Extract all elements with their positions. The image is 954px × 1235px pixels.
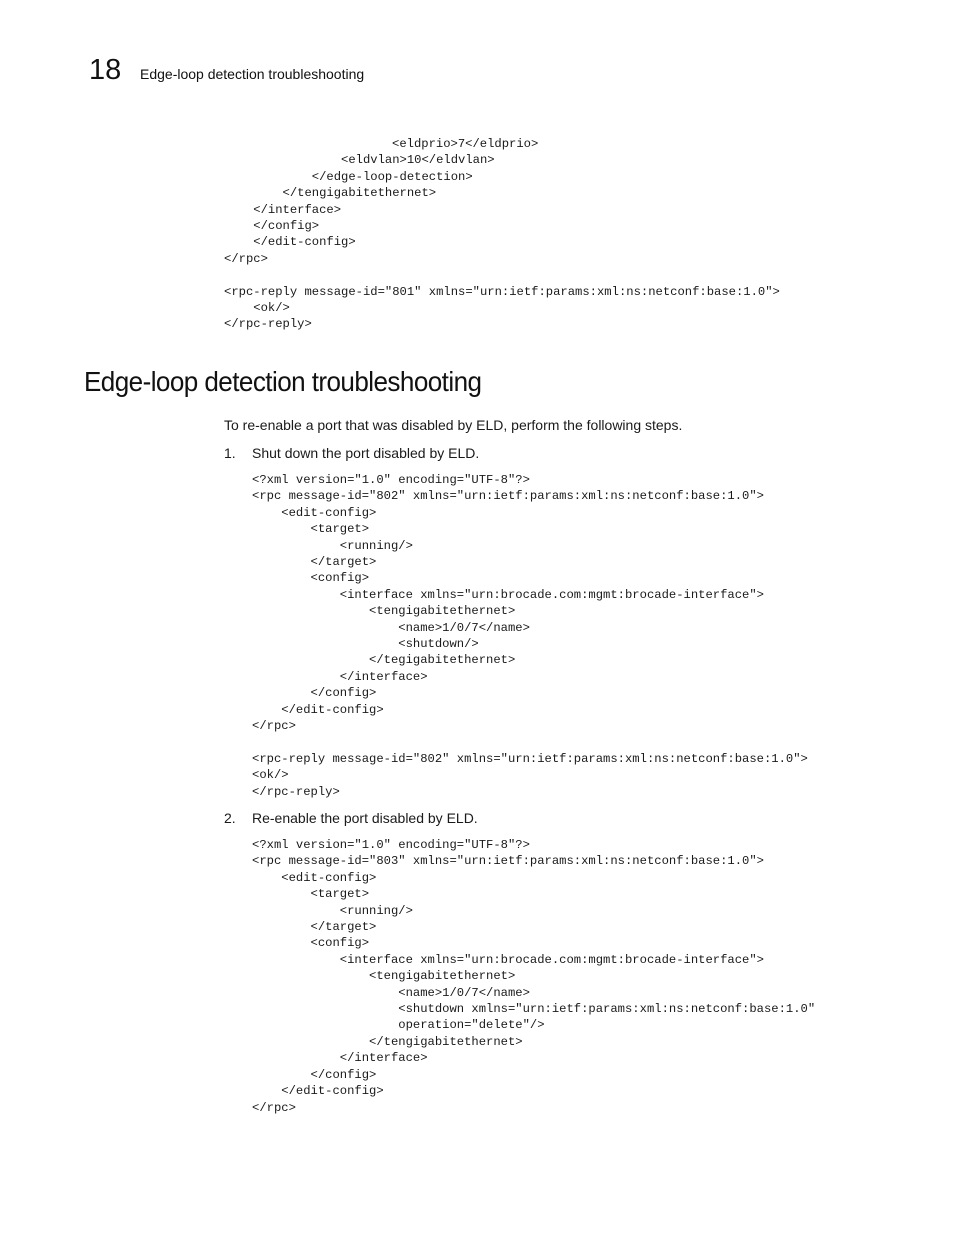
step-text: Re-enable the port disabled by ELD. xyxy=(252,810,478,826)
chapter-number: 18 xyxy=(89,54,122,86)
code-block-step-2: <?xml version="1.0" encoding="UTF-8"?> <rpc message-id="803" xmlns="urn:ietf:params:xml:ns:netconf:base:1.0"> <edit-config> <target> <running/> </target> <config> <interface xmlns="urn:brocade.com:mgmt:brocade-interface"> <tengigabitethernet> <name>1/0/7</name> <shutdown xmlns="urn:ietf:params:xml:ns:netconf:base:1.0" operation="delete"/> </tengigabitethernet> </interface> </config> </edit-config> </rpc> xyxy=(252,838,816,1115)
step-1 xyxy=(224,444,479,462)
section-intro: To re-enable a port that was disabled by ELD, perform the following steps. xyxy=(224,417,683,433)
step-2 xyxy=(224,809,478,827)
code-block-top xyxy=(224,136,780,333)
step-text: Shut down the port disabled by ELD. xyxy=(252,445,480,461)
step-number: 2. xyxy=(224,810,236,826)
step-number: 1. xyxy=(224,445,236,461)
code-block-step-1: <?xml version="1.0" encoding="UTF-8"?> <rpc message-id="802" xmlns="urn:ietf:params:xml:ns:netconf:base:1.0"> <edit-config> <target> <running/> </target> <config> <interface xmlns="urn:brocade.com:mgmt:brocade-interface"> <tengigabitethernet> <name>1/0/7</name> <shutdown/> </tegigabitethernet> </interface> </config> </edit-config> </rpc> <rpc-reply message-id="802" xmlns="urn:ietf:params:xml:ns:netconf:base:1.0"> <ok/> </rpc-reply> xyxy=(252,473,808,799)
code-top-text: <eldprio>7</eldprio> <eldvlan>10</eldvlan> </edge-loop-detection> </tengigabitethernet> </interface> </config> </edit-config> </rpc> <rpc-reply message-id="801" xmlns="urn:ietf:params:xml:ns:netconf:base:1.0"> <ok/> </rpc-reply> xyxy=(224,137,780,332)
running-title: Edge-loop detection troubleshooting xyxy=(140,66,365,82)
section-title: Edge-loop detection troubleshooting xyxy=(84,366,482,397)
